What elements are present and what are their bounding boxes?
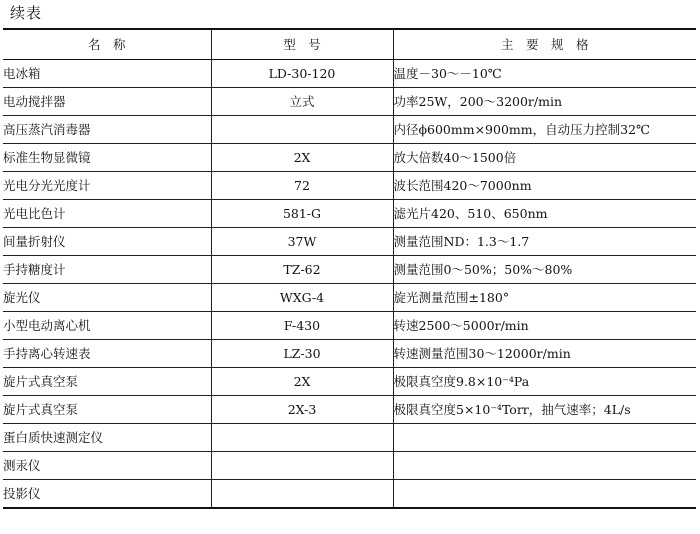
table-row: [3, 256, 696, 284]
cell-name: 光电分光光度计: [3, 172, 211, 200]
cell-name: 标准生物显微镜: [3, 144, 211, 172]
table-row: [3, 368, 696, 396]
cell-spec: 滤光片420、510、650nm: [393, 200, 696, 228]
cell-model: [211, 116, 393, 144]
cell-name: 手持离心转速表: [3, 340, 211, 368]
cell-spec: 功率25W，200～3200r/min: [393, 88, 696, 116]
cell-model: 72: [211, 172, 393, 200]
cell-spec: [393, 480, 696, 509]
cell-model: 立式: [211, 88, 393, 116]
cell-model: 37W: [211, 228, 393, 256]
cell-model: 581-G: [211, 200, 393, 228]
cell-spec: 测量范围0～50%；50%～80%: [393, 256, 696, 284]
table-row: [3, 340, 696, 368]
cell-model: WXG-4: [211, 284, 393, 312]
cell-name: 间量折射仪: [3, 228, 211, 256]
cell-name: 光电比色计: [3, 200, 211, 228]
table-row: [3, 200, 696, 228]
table-header: [3, 29, 696, 60]
table-row: [3, 452, 696, 480]
cell-name: 电冰箱: [3, 60, 211, 88]
cell-spec: 极限真空度9.8×10⁻⁴Pa: [393, 368, 696, 396]
cell-spec: 放大倍数40～1500倍: [393, 144, 696, 172]
cell-spec: 温度－30～－10℃: [393, 60, 696, 88]
cell-spec: 波长范围420～7000nm: [393, 172, 696, 200]
cell-model: [211, 480, 393, 509]
table-row: [3, 172, 696, 200]
cell-spec: [393, 424, 696, 452]
cell-model: LD-30-120: [211, 60, 393, 88]
table-body: [3, 60, 696, 509]
cell-name: 测汞仪: [3, 452, 211, 480]
cell-spec: 旋光测量范围±180°: [393, 284, 696, 312]
header-model: 型 号: [211, 29, 393, 60]
header-spec: 主 要 规 格: [393, 29, 696, 60]
cell-spec: 转速2500～5000r/min: [393, 312, 696, 340]
cell-model: 2X: [211, 368, 393, 396]
cell-model: 2X: [211, 144, 393, 172]
table-row: [3, 312, 696, 340]
cell-spec: 转速测量范围30～12000r/min: [393, 340, 696, 368]
table-row: [3, 60, 696, 88]
cell-name: 电动搅拌器: [3, 88, 211, 116]
cell-model: [211, 452, 393, 480]
cell-spec: 测量范围ND：1.3～1.7: [393, 228, 696, 256]
cell-name: 高压蒸汽消毒器: [3, 116, 211, 144]
cell-spec: 内径ϕ600mm×900mm，自动压力控制32℃: [393, 116, 696, 144]
header-name: 名 称: [3, 29, 211, 60]
table-row: [3, 396, 696, 424]
cell-model: LZ-30: [211, 340, 393, 368]
table-row: [3, 228, 696, 256]
table-row: [3, 144, 696, 172]
cell-name: 手持糖度计: [3, 256, 211, 284]
cell-name: 小型电动离心机: [3, 312, 211, 340]
cell-name: 蛋白质快速测定仪: [3, 424, 211, 452]
cell-name: 旋光仪: [3, 284, 211, 312]
table-row: [3, 88, 696, 116]
table-row: [3, 424, 696, 452]
header-row: [3, 29, 696, 60]
cell-spec: 极限真空度5×10⁻⁴Torr，抽气速率；4L/s: [393, 396, 696, 424]
cell-model: [211, 424, 393, 452]
table-row: [3, 480, 696, 509]
cell-name: 旋片式真空泵: [3, 396, 211, 424]
table-row: [3, 284, 696, 312]
cell-spec: [393, 452, 696, 480]
cell-model: TZ-62: [211, 256, 393, 284]
cell-model: F-430: [211, 312, 393, 340]
table-row: [3, 116, 696, 144]
cell-name: 投影仪: [3, 480, 211, 509]
cell-model: 2X-3: [211, 396, 393, 424]
equipment-table: [3, 28, 696, 509]
table-caption: 续表: [10, 4, 43, 22]
cell-name: 旋片式真空泵: [3, 368, 211, 396]
